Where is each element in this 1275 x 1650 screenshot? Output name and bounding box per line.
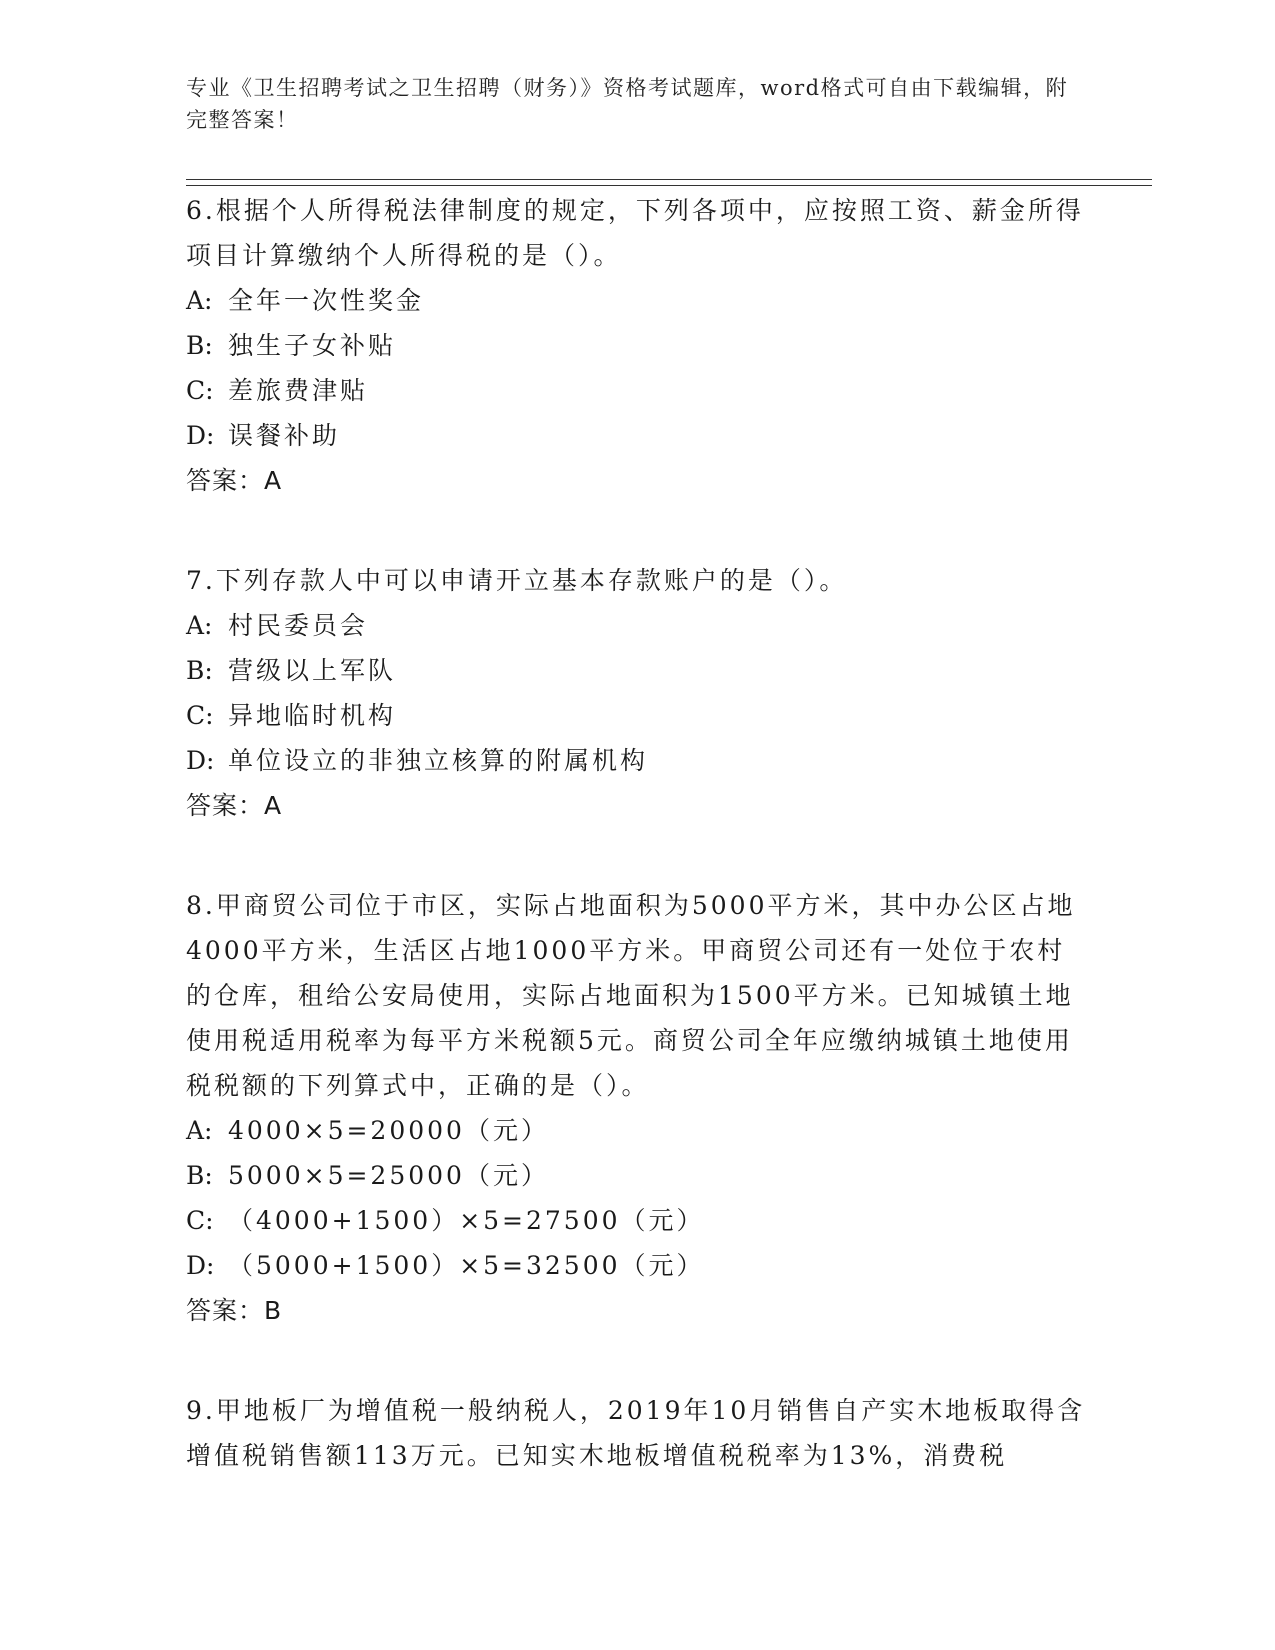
option-d — [186, 1243, 1086, 1288]
option-d — [186, 738, 1086, 783]
option-key: B: — [186, 656, 213, 685]
option-key: A: — [186, 611, 213, 640]
option-a — [186, 278, 1086, 323]
option-b — [186, 648, 1086, 693]
answer-line: 答案：B — [186, 1296, 283, 1325]
question-6 — [186, 188, 1086, 503]
spacer — [186, 503, 1086, 558]
option-key: D: — [186, 1251, 215, 1280]
option-c — [186, 1198, 1086, 1243]
option-text: 4000×5=20000（元） — [228, 1116, 549, 1145]
option-text: 差旅费津贴 — [228, 376, 369, 405]
option-text: 误餐补助 — [228, 421, 341, 450]
question-list — [186, 188, 1086, 1478]
option-a — [186, 603, 1086, 648]
question-stem: 6.根据个人所得税法律制度的规定，下列各项中，应按照工资、薪金所得项目计算缴纳个人所得税的是（）。 — [186, 196, 1084, 270]
question-stem: 8.甲商贸公司位于市区，实际占地面积为5000平方米，其中办公区占地4000平方米，生活区占地1000平方米。甲商贸公司还有一处位于农村的仓库，租给公安局使用，实际占地面积为1500平方米。已知城镇土地使用税适用税率为每平方米税额5元。商贸公司全年应缴纳城镇土地使用税税额的下列算式中，正确的是（）。 — [186, 891, 1076, 1100]
question-7 — [186, 558, 1086, 828]
question-stem: 9.甲地板厂为增值税一般纳税人，2019年10月销售自产实木地板取得含增值税销售额113万元。已知实木地板增值税税率为13%，消费税 — [186, 1396, 1086, 1470]
question-stem: 7.下列存款人中可以申请开立基本存款账户的是（）。 — [186, 566, 848, 595]
question-8 — [186, 883, 1086, 1333]
option-d — [186, 413, 1086, 458]
option-key: D: — [186, 746, 215, 775]
option-key: D: — [186, 421, 215, 450]
option-key: A: — [186, 1116, 213, 1145]
option-b — [186, 323, 1086, 368]
option-text: （4000+1500）×5=27500（元） — [228, 1206, 705, 1235]
option-key: B: — [186, 1161, 213, 1190]
option-key: C: — [186, 1206, 214, 1235]
answer-line: 答案：A — [186, 791, 283, 820]
option-text: 5000×5=25000（元） — [228, 1161, 549, 1190]
option-text: （5000+1500）×5=32500（元） — [228, 1251, 705, 1280]
option-text: 全年一次性奖金 — [228, 286, 425, 315]
header-divider-bottom — [186, 185, 1152, 186]
option-key: B: — [186, 331, 213, 360]
option-text: 异地临时机构 — [228, 701, 397, 730]
option-key: C: — [186, 376, 214, 405]
option-a — [186, 1108, 1086, 1153]
question-9 — [186, 1388, 1086, 1478]
spacer — [186, 1333, 1086, 1388]
spacer — [186, 828, 1086, 883]
option-text: 单位设立的非独立核算的附属机构 — [228, 746, 649, 775]
option-key: C: — [186, 701, 214, 730]
option-text: 营级以上军队 — [228, 656, 397, 685]
option-c — [186, 368, 1086, 413]
answer-line: 答案：A — [186, 466, 283, 495]
option-c — [186, 693, 1086, 738]
option-b — [186, 1153, 1086, 1198]
option-text: 独生子女补贴 — [228, 331, 397, 360]
header-divider-top — [186, 179, 1152, 180]
option-text: 村民委员会 — [228, 611, 369, 640]
option-key: A: — [186, 286, 213, 315]
header-note: 专业《卫生招聘考试之卫生招聘（财务）》资格考试题库，word格式可自由下载编辑，附完整答案！ — [186, 76, 1069, 132]
